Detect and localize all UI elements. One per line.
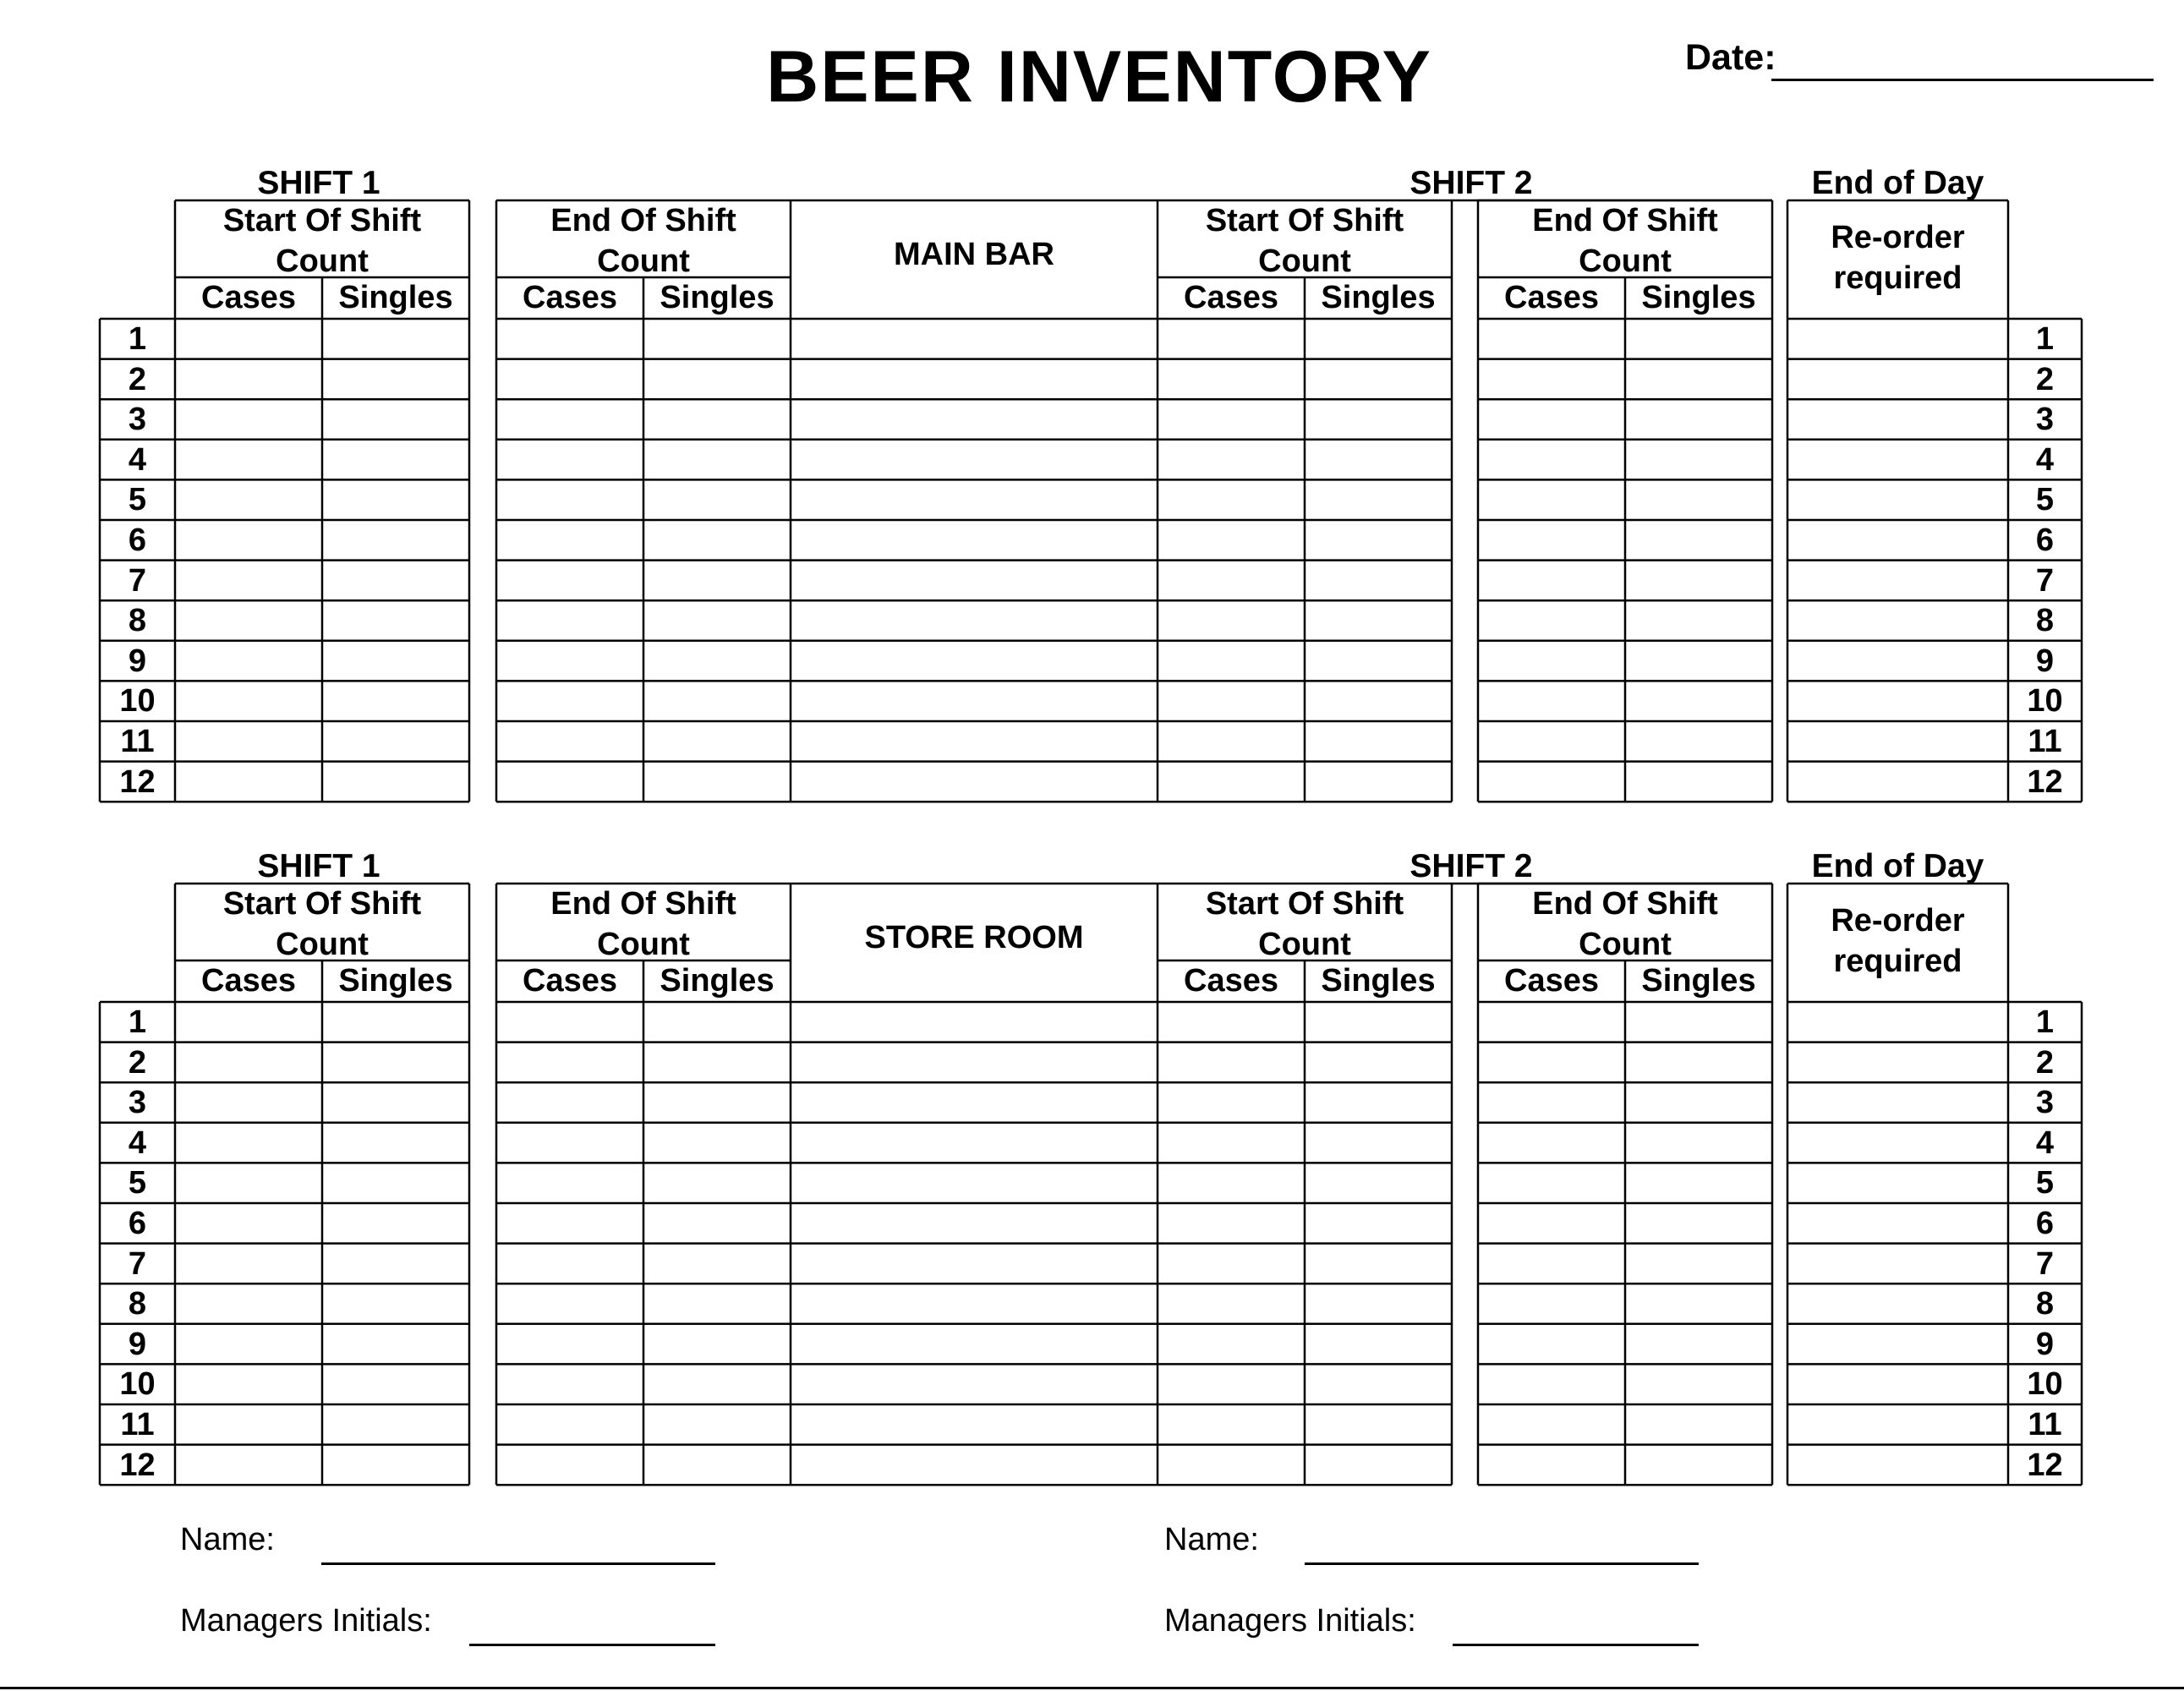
row-number-right: 3: [2035, 402, 2055, 438]
singles-header: Singles: [1641, 280, 1756, 315]
location-header: MAIN BAR: [894, 237, 1054, 272]
date-label: Date:: [1685, 37, 1776, 78]
row-number-left: 12: [119, 763, 156, 800]
shift-2-title: SHIFT 2: [1409, 848, 1533, 884]
reorder-line2: required: [1833, 260, 1962, 296]
singles-header: Singles: [660, 963, 775, 999]
row-number-right: 11: [2028, 724, 2062, 759]
end-of-day-title: End of Day: [1811, 848, 1984, 884]
start-of-shift-line1: Start Of Shift: [222, 886, 422, 922]
start-of-shift-line2: Count: [1258, 244, 1351, 279]
row-number-left: 2: [128, 361, 147, 397]
row-number-right: 1: [2035, 1004, 2055, 1040]
row-number-right: 6: [2035, 1206, 2055, 1241]
row-number-right: 2: [2035, 1044, 2055, 1081]
left-initials-field[interactable]: [469, 1644, 715, 1646]
end-of-shift-line2: Count: [597, 244, 690, 279]
end-of-shift-line2: Count: [1579, 244, 1672, 279]
row-number-left: 3: [128, 1085, 147, 1121]
start-of-shift-line2: Count: [276, 244, 369, 279]
row-number-left: 8: [128, 1286, 147, 1322]
row-number-left: 4: [128, 441, 147, 478]
row-number-right: 1: [2035, 321, 2055, 357]
end-of-shift-line1: End Of Shift: [550, 886, 736, 922]
end-of-day-title: End of Day: [1811, 165, 1984, 201]
left-name-label: Name:: [180, 1522, 275, 1557]
row-number-right: 9: [2035, 1326, 2055, 1362]
row-number-left: 9: [128, 1326, 147, 1362]
row-number-right: 10: [2027, 1366, 2063, 1403]
right-name-label: Name:: [1164, 1522, 1259, 1557]
start-of-shift-line1: Start Of Shift: [1205, 203, 1404, 238]
cases-header: Cases: [1504, 280, 1599, 315]
cases-header: Cases: [523, 280, 617, 315]
end-of-shift-line2: Count: [1579, 927, 1672, 962]
reorder-line1: Re-order: [1831, 220, 1965, 255]
row-number-right: 4: [2035, 441, 2055, 478]
row-number-right: 8: [2035, 603, 2055, 639]
location-header: STORE ROOM: [864, 920, 1084, 955]
shift-1-title: SHIFT 1: [257, 848, 380, 884]
row-number-right: 12: [2027, 1447, 2063, 1483]
cases-header: Cases: [201, 963, 296, 999]
row-number-left: 2: [128, 1044, 147, 1081]
left-name-field[interactable]: [321, 1562, 715, 1565]
cases-header: Cases: [1184, 280, 1278, 315]
row-number-left: 10: [119, 683, 156, 720]
cases-header: Cases: [1184, 963, 1278, 999]
row-number-left: 6: [128, 1206, 147, 1241]
end-of-shift-line1: End Of Shift: [1532, 203, 1718, 238]
row-number-right: 2: [2035, 361, 2055, 397]
row-number-right: 9: [2035, 643, 2055, 679]
row-number-right: 7: [2035, 562, 2055, 599]
row-number-right: 4: [2035, 1125, 2055, 1161]
row-number-right: 12: [2027, 763, 2063, 800]
row-number-right: 5: [2035, 482, 2055, 518]
row-number-right: 10: [2027, 683, 2063, 720]
row-number-left: 3: [128, 402, 147, 438]
singles-header: Singles: [1321, 280, 1436, 315]
shift-1-title: SHIFT 1: [257, 165, 380, 201]
row-number-left: 12: [119, 1447, 156, 1483]
right-initials-label: Managers Initials:: [1164, 1603, 1416, 1639]
left-initials-label: Managers Initials:: [180, 1603, 432, 1639]
cases-header: Cases: [1504, 963, 1599, 999]
reorder-line1: Re-order: [1831, 903, 1965, 939]
cases-header: Cases: [523, 963, 617, 999]
row-number-right: 5: [2035, 1165, 2055, 1201]
singles-header: Singles: [338, 963, 453, 999]
row-number-right: 7: [2035, 1245, 2055, 1282]
start-of-shift-line1: Start Of Shift: [1205, 886, 1404, 922]
bottom-rule: [0, 1687, 2184, 1689]
end-of-shift-line1: End Of Shift: [1532, 886, 1718, 922]
end-of-shift-line1: End Of Shift: [550, 203, 736, 238]
shift-2-title: SHIFT 2: [1409, 165, 1533, 201]
row-number-left: 1: [128, 321, 147, 357]
singles-header: Singles: [660, 280, 775, 315]
row-number-right: 11: [2028, 1407, 2062, 1442]
row-number-left: 5: [128, 482, 147, 518]
cases-header: Cases: [201, 280, 296, 315]
row-number-right: 3: [2035, 1085, 2055, 1121]
singles-header: Singles: [338, 280, 453, 315]
right-initials-field[interactable]: [1453, 1644, 1699, 1646]
row-number-left: 11: [120, 1407, 155, 1442]
row-number-right: 8: [2035, 1286, 2055, 1322]
row-number-left: 10: [119, 1366, 156, 1403]
singles-header: Singles: [1321, 963, 1436, 999]
start-of-shift-line1: Start Of Shift: [222, 203, 422, 238]
start-of-shift-line2: Count: [1258, 927, 1351, 962]
row-number-left: 8: [128, 603, 147, 639]
row-number-left: 4: [128, 1125, 147, 1161]
right-name-field[interactable]: [1305, 1562, 1699, 1565]
reorder-line2: required: [1833, 944, 1962, 979]
row-number-left: 1: [128, 1004, 147, 1040]
end-of-shift-line2: Count: [597, 927, 690, 962]
start-of-shift-line2: Count: [276, 927, 369, 962]
row-number-left: 9: [128, 643, 147, 679]
singles-header: Singles: [1641, 963, 1756, 999]
page-title: BEER INVENTORY: [766, 36, 1432, 118]
row-number-left: 5: [128, 1165, 147, 1201]
row-number-left: 6: [128, 523, 147, 558]
row-number-left: 7: [128, 562, 147, 599]
row-number-left: 7: [128, 1245, 147, 1282]
row-number-left: 11: [120, 724, 155, 759]
row-number-right: 6: [2035, 523, 2055, 558]
